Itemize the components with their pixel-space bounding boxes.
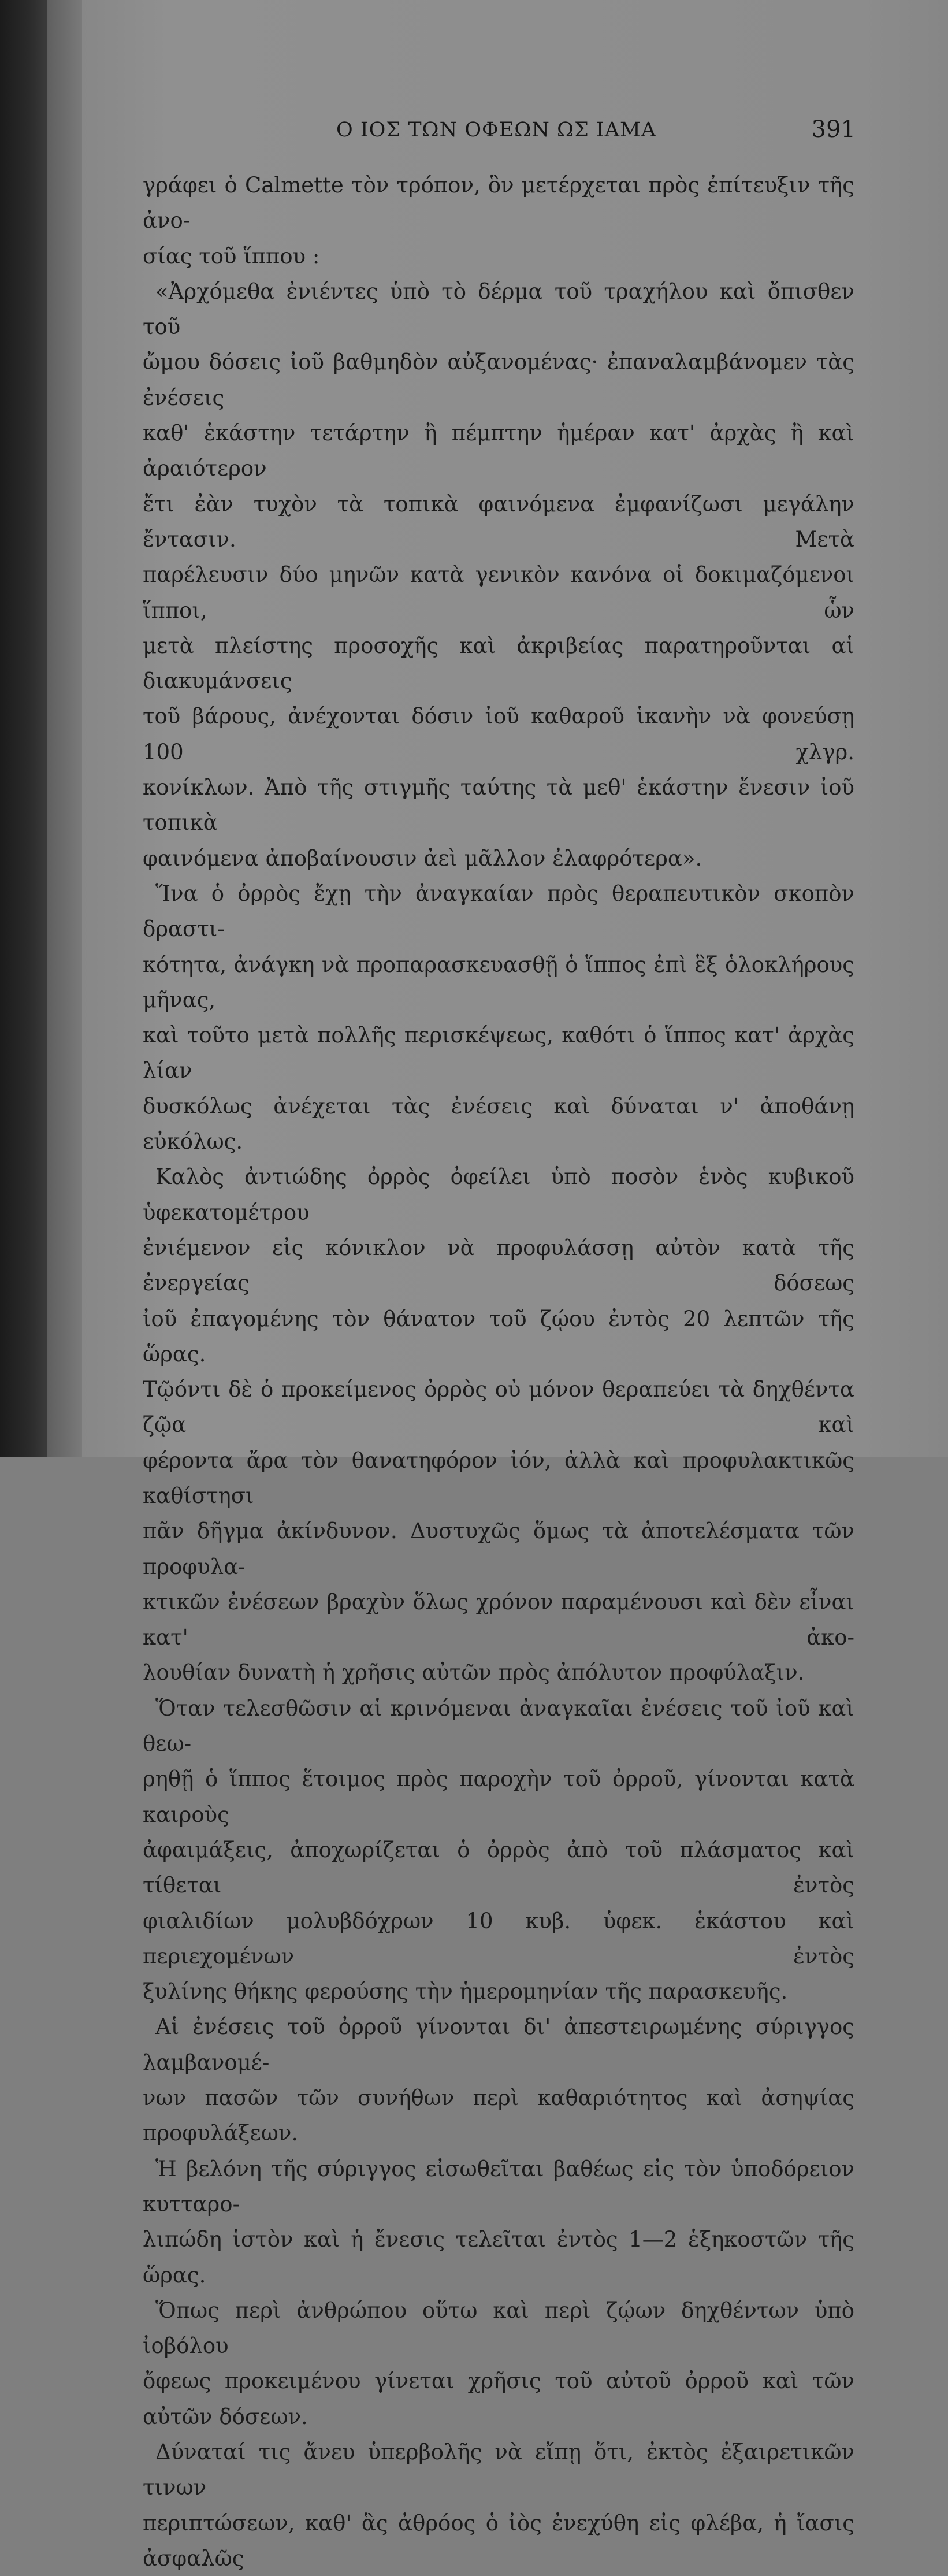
text-line: λουθίαν δυνατὴ ἡ χρῆσις αὐτῶν πρὸς ἀπόλυτον προφύλαξιν. xyxy=(143,1660,805,1686)
text-line: δυσκόλως ἀνέχεται τὰς ἐνέσεις καὶ δύναται ν' ἀποθάνῃ εὐκόλως. xyxy=(143,1093,854,1155)
text-line: Ὅπως περὶ ἀνθρώπου οὕτω καὶ περὶ ζῴων δηχθέντων ὑπὸ ἰοβόλου xyxy=(143,2297,854,2359)
text-line: Ἡ βελόνη τῆς σύριγγος εἰσωθεῖται βαθέως εἰς τὸν ὑποδόρειον κυτταρο- xyxy=(143,2156,854,2217)
text-line: κτικῶν ἐνέσεων βραχὺν ὅλως χρόνον παραμένουσι καὶ δὲν εἶναι κατ' ἀκο- xyxy=(143,1589,854,1650)
page-header xyxy=(82,118,948,153)
text-line: τοῦ βάρους, ἀνέχονται δόσιν ἰοῦ καθαροῦ ἱκανὴν νὰ φονεύσῃ 100 χλγρ. xyxy=(143,704,854,764)
text-line: ὄφεως προκειμένου γίνεται χρῆσις τοῦ αὐτοῦ ὀρροῦ καὶ τῶν αὐτῶν δόσεων. xyxy=(143,2369,854,2429)
text-line: καὶ τοῦτο μετὰ πολλῆς περισκέψεως, καθότι ὁ ἵππος κατ' ἀρχὰς λίαν xyxy=(143,1023,854,1083)
text-line: «Ἀρχόμεθα ἐνιέντες ὑπὸ τὸ δέρμα τοῦ τραχήλου καὶ ὄπισθεν τοῦ xyxy=(143,279,854,340)
text-line: ρηθῇ ὁ ἵππος ἕτοιμος πρὸς παροχὴν τοῦ ὀρροῦ, γίνονται κατὰ καιροὺς xyxy=(143,1766,854,1827)
text-line: Καλὸς ἀντιώδης ὀρρὸς ὀφείλει ὑπὸ ποσὸν ἑνὸς κυβικοῦ ὑφεκατομέτρου xyxy=(143,1164,854,1225)
text-line: νων πασῶν τῶν συνήθων περὶ καθαριότητος καὶ ἀσηψίας προφυλάξεων. xyxy=(143,2085,854,2146)
text-line: Αἱ ἐνέσεις τοῦ ὀρροῦ γίνονται δι' ἀπεστειρωμένης σύριγγος λαμβανομέ- xyxy=(143,2014,854,2075)
text-line: ἔτι ἐὰν τυχὸν τὰ τοπικὰ φαινόμενα ἐμφανίζωσι μεγάλην ἔντασιν. Μετὰ xyxy=(143,491,854,552)
running-title: Ο ΙΟΣ ΤΩΝ ΟΦΕΩΝ ΩΣ ΙΑΜΑ xyxy=(336,118,657,142)
text-line: Τῷόντι δὲ ὁ προκείμενος ὀρρὸς οὐ μόνον θεραπεύει τὰ δηχθέντα ζῷα καὶ xyxy=(143,1377,854,1438)
text-line: σίας τοῦ ἵππου : xyxy=(143,243,320,269)
text-line: ἰοῦ ἐπαγομένης τὸν θάνατον τοῦ ζῴου ἐντὸς 20 λεπτῶν τῆς ὥρας. xyxy=(143,1306,854,1367)
text-line: γράφει ὁ Calmette τὸν τρόπον, ὃν μετέρχεται πρὸς ἐπίτευξιν τῆς ἀνο- xyxy=(143,173,854,233)
text-line: μετὰ πλείστης προσοχῆς καὶ ἀκριβείας παρατηροῦνται αἱ διακυμάνσεις xyxy=(143,633,854,694)
text-line: ἐνιέμενον εἰς κόνικλον νὰ προφυλάσσῃ αὐτὸν κατὰ τῆς ἐνεργείας δόσεως xyxy=(143,1235,854,1296)
body-text xyxy=(143,168,854,2576)
text-line: κονίκλων. Ἀπὸ τῆς στιγμῆς ταύτης τὰ μεθ' ἑκάστην ἔνεσιν ἰοῦ τοπικὰ xyxy=(143,775,854,836)
page-gutter xyxy=(47,0,82,1457)
text-line: καθ' ἑκάστην τετάρτην ἢ πέμπτην ἡμέραν κατ' ἀρχὰς ἢ καὶ ἀραιότερον xyxy=(143,421,854,481)
text-line: Δύναταί τις ἄνευ ὑπερβολῆς νὰ εἴπῃ ὅτι, ἐκτὸς ἐξαιρετικῶν τινων xyxy=(143,2440,854,2500)
book-spine-shadow xyxy=(0,0,47,1457)
text-line: φέροντα ἄρα τὸν θανατηφόρον ἰόν, ἀλλὰ καὶ προφυλακτικῶς καθίστησι xyxy=(143,1447,854,1508)
text-line: περιπτώσεων, καθ' ἃς ἀθρόος ὁ ἰὸς ἐνεχύθη εἰς φλέβα, ἡ ἴασις ἀσφαλῶς xyxy=(143,2510,854,2571)
text-line: φιαλιδίων μολυβδόχρων 10 κυβ. ὑφεκ. ἑκάστου καὶ περιεχομένων ἐντὸς xyxy=(143,1908,854,1969)
text-line: φαινόμενα ἀποβαίνουσιν ἀεὶ μᾶλλον ἐλαφρότερα». xyxy=(143,845,702,871)
text-line: πᾶν δῆγμα ἀκίνδυνον. Δυστυχῶς ὅμως τὰ ἀποτελέσματα τῶν προφυλα- xyxy=(143,1519,854,1579)
text-line: ξυλίνης θήκης φερούσης τὴν ἡμερομηνίαν τῆς παρασκευῆς. xyxy=(143,1979,788,2005)
page-number: 391 xyxy=(811,116,856,143)
text-line: Ὅταν τελεσθῶσιν αἱ κρινόμεναι ἀναγκαῖαι ἐνέσεις τοῦ ἰοῦ καὶ θεω- xyxy=(143,1695,854,1757)
book-page xyxy=(82,0,948,2571)
text-line: Ἵνα ὁ ὀρρὸς ἔχῃ τὴν ἀναγκαίαν πρὸς θεραπευτικὸν σκοπὸν δραστι- xyxy=(143,881,854,942)
text-line: παρέλευσιν δύο μηνῶν κατὰ γενικὸν κανόνα οἱ δοκιμαζόμενοι ἵπποι, ὧν xyxy=(143,562,854,623)
text-line: ἀφαιμάξεις, ἀποχωρίζεται ὁ ὀρρὸς ἀπὸ τοῦ πλάσματος καὶ τίθεται ἐντὸς xyxy=(143,1837,854,1898)
text-line: λιπώδη ἱστὸν καὶ ἡ ἔνεσις τελεῖται ἐντὸς 1—2 ἑξηκοστῶν τῆς ὥρας. xyxy=(143,2227,854,2288)
text-line: κότητα, ἀνάγκη νὰ προπαρασκευασθῇ ὁ ἵππος ἐπὶ ἓξ ὁλοκλήρους μῆνας, xyxy=(143,952,854,1012)
text-line: ὤμου δόσεις ἰοῦ βαθμηδὸν αὐξανομένας· ἐπαναλαμβάνομεν τὰς ἐνέσεις xyxy=(143,350,854,410)
